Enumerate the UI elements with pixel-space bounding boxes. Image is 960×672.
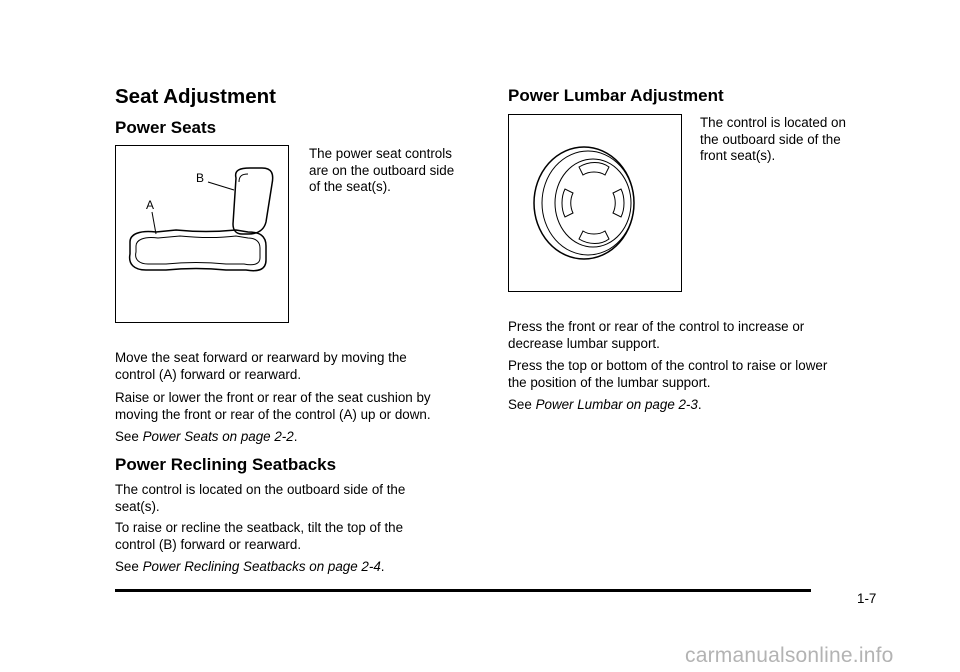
see-prefix: See: [508, 397, 532, 412]
seat-cushion-control-inner: [136, 236, 260, 265]
lumbar-knob-outer: [534, 147, 634, 259]
reclining-paragraph-1: [115, 482, 475, 515]
cross-reference-link[interactable]: Power Lumbar on page 2-3: [535, 397, 698, 412]
lumbar-see-reference: [508, 397, 878, 414]
lumbar-knob-rim: [542, 151, 634, 255]
reclining-paragraph-2: [115, 520, 475, 553]
lumbar-control-figure: [508, 114, 682, 292]
lumbar-front-button: [562, 189, 573, 217]
lumbar-paragraph-1: [508, 319, 878, 352]
page-number: 1-7: [857, 591, 877, 606]
lumbar-paragraph-2: [508, 358, 878, 391]
cross-reference-link[interactable]: Power Reclining Seatbacks on page 2-4: [142, 559, 381, 574]
see-suffix: .: [697, 397, 702, 412]
text-line: the position of the lumbar support.: [508, 374, 711, 390]
see-prefix: See: [115, 559, 139, 574]
text-line: Move the seat forward or rearward by moving the: [115, 350, 407, 365]
watermark-text: carmanualsonline.info: [685, 644, 894, 667]
text-line: Press the front or rear of the control to increase or: [508, 319, 805, 334]
power-seat-controls-figure: [115, 145, 289, 323]
text-line: Raise or lower the front or rear of the seat cushion by: [115, 390, 431, 405]
text-line: To raise or recline the seatback, tilt the top of the: [115, 520, 404, 535]
lumbar-figure-caption: [700, 115, 870, 165]
text-line: decrease lumbar support.: [508, 335, 660, 351]
power-seat-controls-illustration: [116, 146, 287, 321]
lumbar-control-illustration: [509, 115, 680, 290]
lumbar-rear-button: [613, 189, 624, 217]
footer-rule: [115, 589, 811, 592]
lumbar-bottom-button: [579, 231, 609, 244]
power-seats-paragraph-2: [115, 390, 475, 423]
section-heading-reclining: Power Reclining Seatbacks: [115, 455, 337, 474]
section-heading-lumbar: Power Lumbar Adjustment: [508, 86, 724, 105]
see-prefix: See: [115, 429, 139, 444]
see-suffix: .: [380, 559, 385, 574]
text-line: control (B) forward or rearward.: [115, 536, 302, 552]
page-title: Seat Adjustment: [115, 85, 276, 108]
see-suffix: .: [293, 429, 298, 444]
cross-reference-link[interactable]: Power Seats on page 2-2: [142, 429, 294, 444]
seatback-control-highlight: [239, 174, 248, 182]
caption-line: The power seat controls: [309, 146, 452, 161]
power-seats-figure-caption: [309, 146, 469, 196]
reclining-see-reference: [115, 559, 475, 576]
text-line: Press the top or bottom of the control to raise or lower: [508, 358, 828, 373]
text-line: control (A) forward or rearward.: [115, 366, 302, 382]
caption-line: the outboard side of the: [700, 131, 841, 147]
callout-line-b: [208, 182, 234, 190]
power-seats-see-reference: [115, 429, 475, 446]
text-line: moving the front or rear of the control (A) up or down.: [115, 406, 431, 422]
seatback-control-shape: [233, 168, 273, 234]
caption-line: are on the outboard side: [309, 162, 455, 178]
caption-line: of the seat(s).: [309, 179, 391, 194]
text-line: The control is located on the outboard side of the: [115, 482, 406, 497]
callout-line-a: [152, 212, 156, 234]
figure-label-b: B: [196, 171, 205, 185]
figure-label-a: A: [146, 198, 155, 212]
power-seats-paragraph-1: [115, 350, 475, 383]
caption-line: front seat(s).: [700, 148, 776, 163]
section-heading-power-seats: Power Seats: [115, 118, 217, 137]
caption-line: The control is located on: [700, 115, 846, 130]
lumbar-top-button: [579, 163, 609, 176]
text-line: seat(s).: [115, 498, 160, 514]
